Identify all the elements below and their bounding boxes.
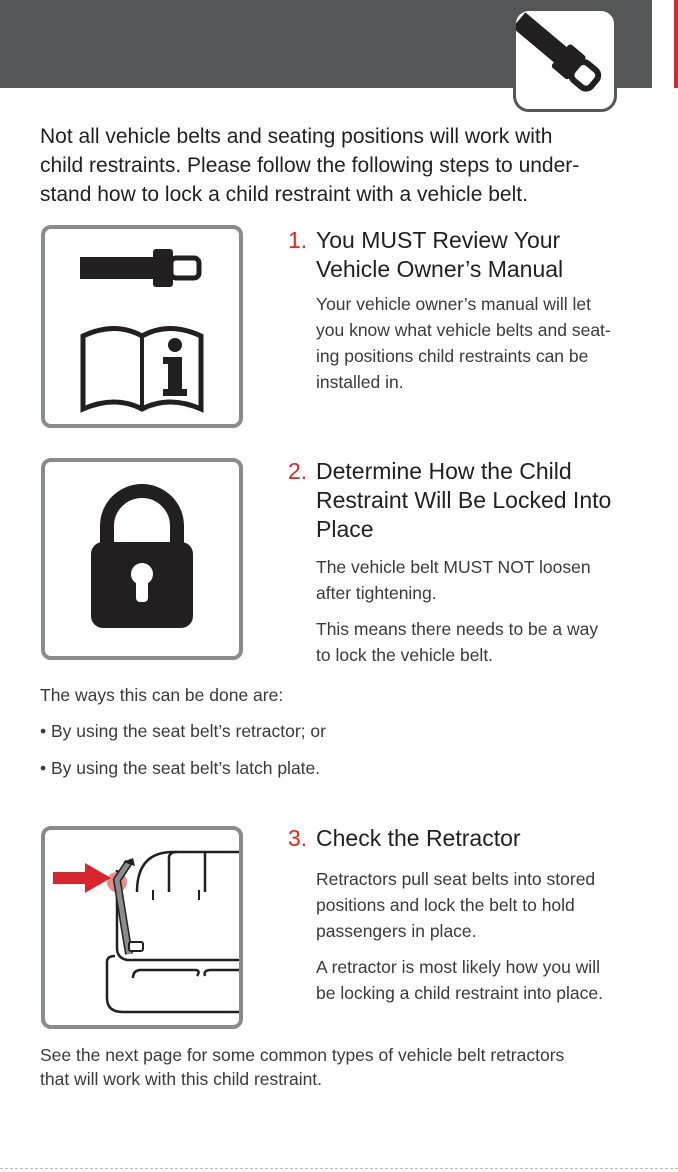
pointer-arrow-icon	[53, 863, 111, 893]
step-2-body	[316, 554, 646, 678]
step-3-body	[316, 866, 646, 1016]
body-paragraph	[316, 954, 646, 1006]
intro-line: child restraints. Please follow the following steps to under-	[40, 154, 580, 177]
step-title-line: Place	[316, 516, 374, 542]
body-paragraph	[316, 866, 646, 944]
body-line: This means there needs to be a way	[316, 619, 599, 639]
body-line: The vehicle belt MUST NOT loosen	[316, 557, 591, 577]
step-1-body	[316, 291, 646, 395]
ways-list-item: • By using the seat belt’s latch plate.	[40, 758, 321, 778]
seat-belt-buckle-icon	[513, 8, 617, 112]
step-3-title	[288, 824, 648, 853]
step-title-line: Check the Retractor	[316, 825, 521, 851]
body-line: passengers in place.	[316, 921, 477, 941]
owners-manual-icon	[41, 225, 243, 428]
closing-paragraph	[40, 1043, 650, 1091]
body-line: you know what vehicle belts and seat-	[316, 320, 611, 340]
body-line: after tightening.	[316, 583, 437, 603]
body-line: A retractor is most likely how you will	[316, 957, 600, 977]
body-line: be locking a child restraint into place.	[316, 983, 603, 1003]
ways-list-item: • By using the seat belt’s retractor; or	[40, 721, 326, 741]
intro-paragraph	[40, 122, 640, 209]
intro-line: stand how to lock a child restraint with a vehicle belt.	[40, 183, 528, 206]
step-1-title	[288, 226, 648, 284]
step-title-line: Restraint Will Be Locked Into	[316, 487, 612, 513]
body-line: installed in.	[316, 372, 404, 392]
page-edge-tab	[674, 0, 678, 88]
ways-lead: The ways this can be done are:	[40, 685, 284, 705]
step-number: 3.	[288, 825, 308, 851]
step-number: 1.	[288, 227, 308, 253]
step-2-title	[288, 457, 648, 544]
step-title-line: You MUST Review Your	[316, 227, 561, 253]
step-number: 2.	[288, 458, 308, 484]
body-line: to lock the vehicle belt.	[316, 645, 494, 665]
closing-line: that will work with this child restraint.	[40, 1069, 323, 1089]
vehicle-seat-retractor-icon	[41, 826, 243, 1029]
body-line: ing positions child restraints can be	[316, 346, 589, 366]
padlock-icon	[41, 458, 243, 660]
body-paragraph	[316, 554, 646, 606]
intro-line: Not all vehicle belts and seating positions will work with	[40, 125, 553, 148]
body-line: Retractors pull seat belts into stored	[316, 869, 596, 889]
body-line: Your vehicle owner’s manual will let	[316, 294, 591, 314]
body-paragraph	[316, 616, 646, 668]
step-title-line: Determine How the Child	[316, 458, 572, 484]
step-title-line: Vehicle Owner’s Manual	[316, 256, 564, 282]
closing-line: See the next page for some common types of vehicle belt retractors	[40, 1045, 565, 1065]
page-footer-rule	[0, 1168, 678, 1169]
body-line: positions and lock the belt to hold	[316, 895, 575, 915]
